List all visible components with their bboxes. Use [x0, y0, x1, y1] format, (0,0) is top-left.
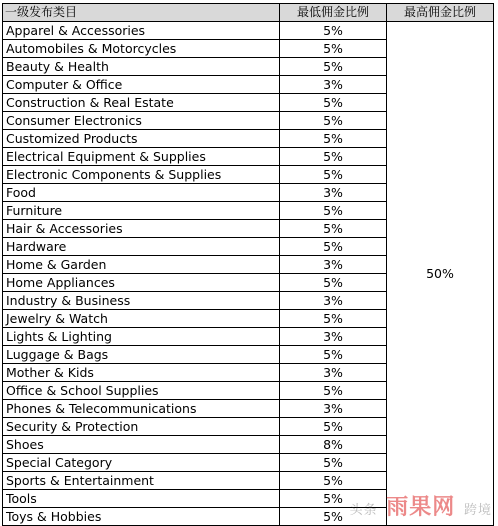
- row-min-rate: 5%: [280, 508, 387, 526]
- row-category: Automobiles & Motorcycles: [3, 40, 280, 58]
- watermark-brand: 雨果网: [386, 495, 456, 520]
- row-min-rate: 5%: [280, 58, 387, 76]
- row-category: Furniture: [3, 202, 280, 220]
- header-category: 一级发布类目: [3, 4, 280, 22]
- row-min-rate: 3%: [280, 292, 387, 310]
- row-min-rate: 3%: [280, 328, 387, 346]
- row-category: Tools: [3, 490, 280, 508]
- row-category: Apparel & Accessories: [3, 22, 280, 40]
- row-min-rate: 3%: [280, 76, 387, 94]
- row-min-rate: 5%: [280, 472, 387, 490]
- row-min-rate: 5%: [280, 94, 387, 112]
- row-category: Special Category: [3, 454, 280, 472]
- row-min-rate: 8%: [280, 436, 387, 454]
- row-category: Lights & Lighting: [3, 328, 280, 346]
- row-min-rate: 5%: [280, 454, 387, 472]
- row-category: Office & School Supplies: [3, 382, 280, 400]
- max-rate-cell: 50%: [387, 22, 494, 526]
- row-category: Jewelry & Watch: [3, 310, 280, 328]
- row-min-rate: 5%: [280, 274, 387, 292]
- header-min-rate: 最低佣金比例: [280, 4, 387, 22]
- row-min-rate: 3%: [280, 400, 387, 418]
- row-min-rate: 5%: [280, 382, 387, 400]
- row-category: Mother & Kids: [3, 364, 280, 382]
- row-category: Hair & Accessories: [3, 220, 280, 238]
- table-header-row: [3, 4, 494, 22]
- row-min-rate: 3%: [280, 184, 387, 202]
- row-min-rate: 5%: [280, 40, 387, 58]
- row-category: Electrical Equipment & Supplies: [3, 148, 280, 166]
- row-min-rate: 5%: [280, 22, 387, 40]
- row-category: Home Appliances: [3, 274, 280, 292]
- row-min-rate: 5%: [280, 418, 387, 436]
- row-category: Luggage & Bags: [3, 346, 280, 364]
- row-category: Phones & Telecommunications: [3, 400, 280, 418]
- row-min-rate: 5%: [280, 238, 387, 256]
- row-category: Food: [3, 184, 280, 202]
- row-category: Beauty & Health: [3, 58, 280, 76]
- watermark-prefix: 头条: [349, 503, 378, 518]
- row-min-rate: 5%: [280, 490, 387, 508]
- row-category: Shoes: [3, 436, 280, 454]
- row-min-rate: 5%: [280, 346, 387, 364]
- row-category: Home & Garden: [3, 256, 280, 274]
- row-category: Computer & Office: [3, 76, 280, 94]
- watermark: [350, 490, 492, 521]
- row-category: Security & Protection: [3, 418, 280, 436]
- row-min-rate: 5%: [280, 310, 387, 328]
- row-category: Hardware: [3, 238, 280, 256]
- row-category: Toys & Hobbies: [3, 508, 280, 526]
- watermark-suffix: 跨境: [463, 503, 492, 518]
- row-min-rate: 5%: [280, 166, 387, 184]
- row-category: Industry & Business: [3, 292, 280, 310]
- row-category: Sports & Entertainment: [3, 472, 280, 490]
- row-category: Customized Products: [3, 130, 280, 148]
- row-category: Consumer Electronics: [3, 112, 280, 130]
- row-min-rate: 3%: [280, 256, 387, 274]
- row-category: Electronic Components & Supplies: [3, 166, 280, 184]
- row-min-rate: 5%: [280, 202, 387, 220]
- row-category: Construction & Real Estate: [3, 94, 280, 112]
- row-min-rate: 5%: [280, 112, 387, 130]
- row-min-rate: 5%: [280, 148, 387, 166]
- row-min-rate: 5%: [280, 220, 387, 238]
- header-max-rate: 最高佣金比例: [387, 4, 494, 22]
- commission-table: [2, 3, 494, 526]
- row-min-rate: 5%: [280, 130, 387, 148]
- table-row: [3, 22, 494, 40]
- row-min-rate: 3%: [280, 364, 387, 382]
